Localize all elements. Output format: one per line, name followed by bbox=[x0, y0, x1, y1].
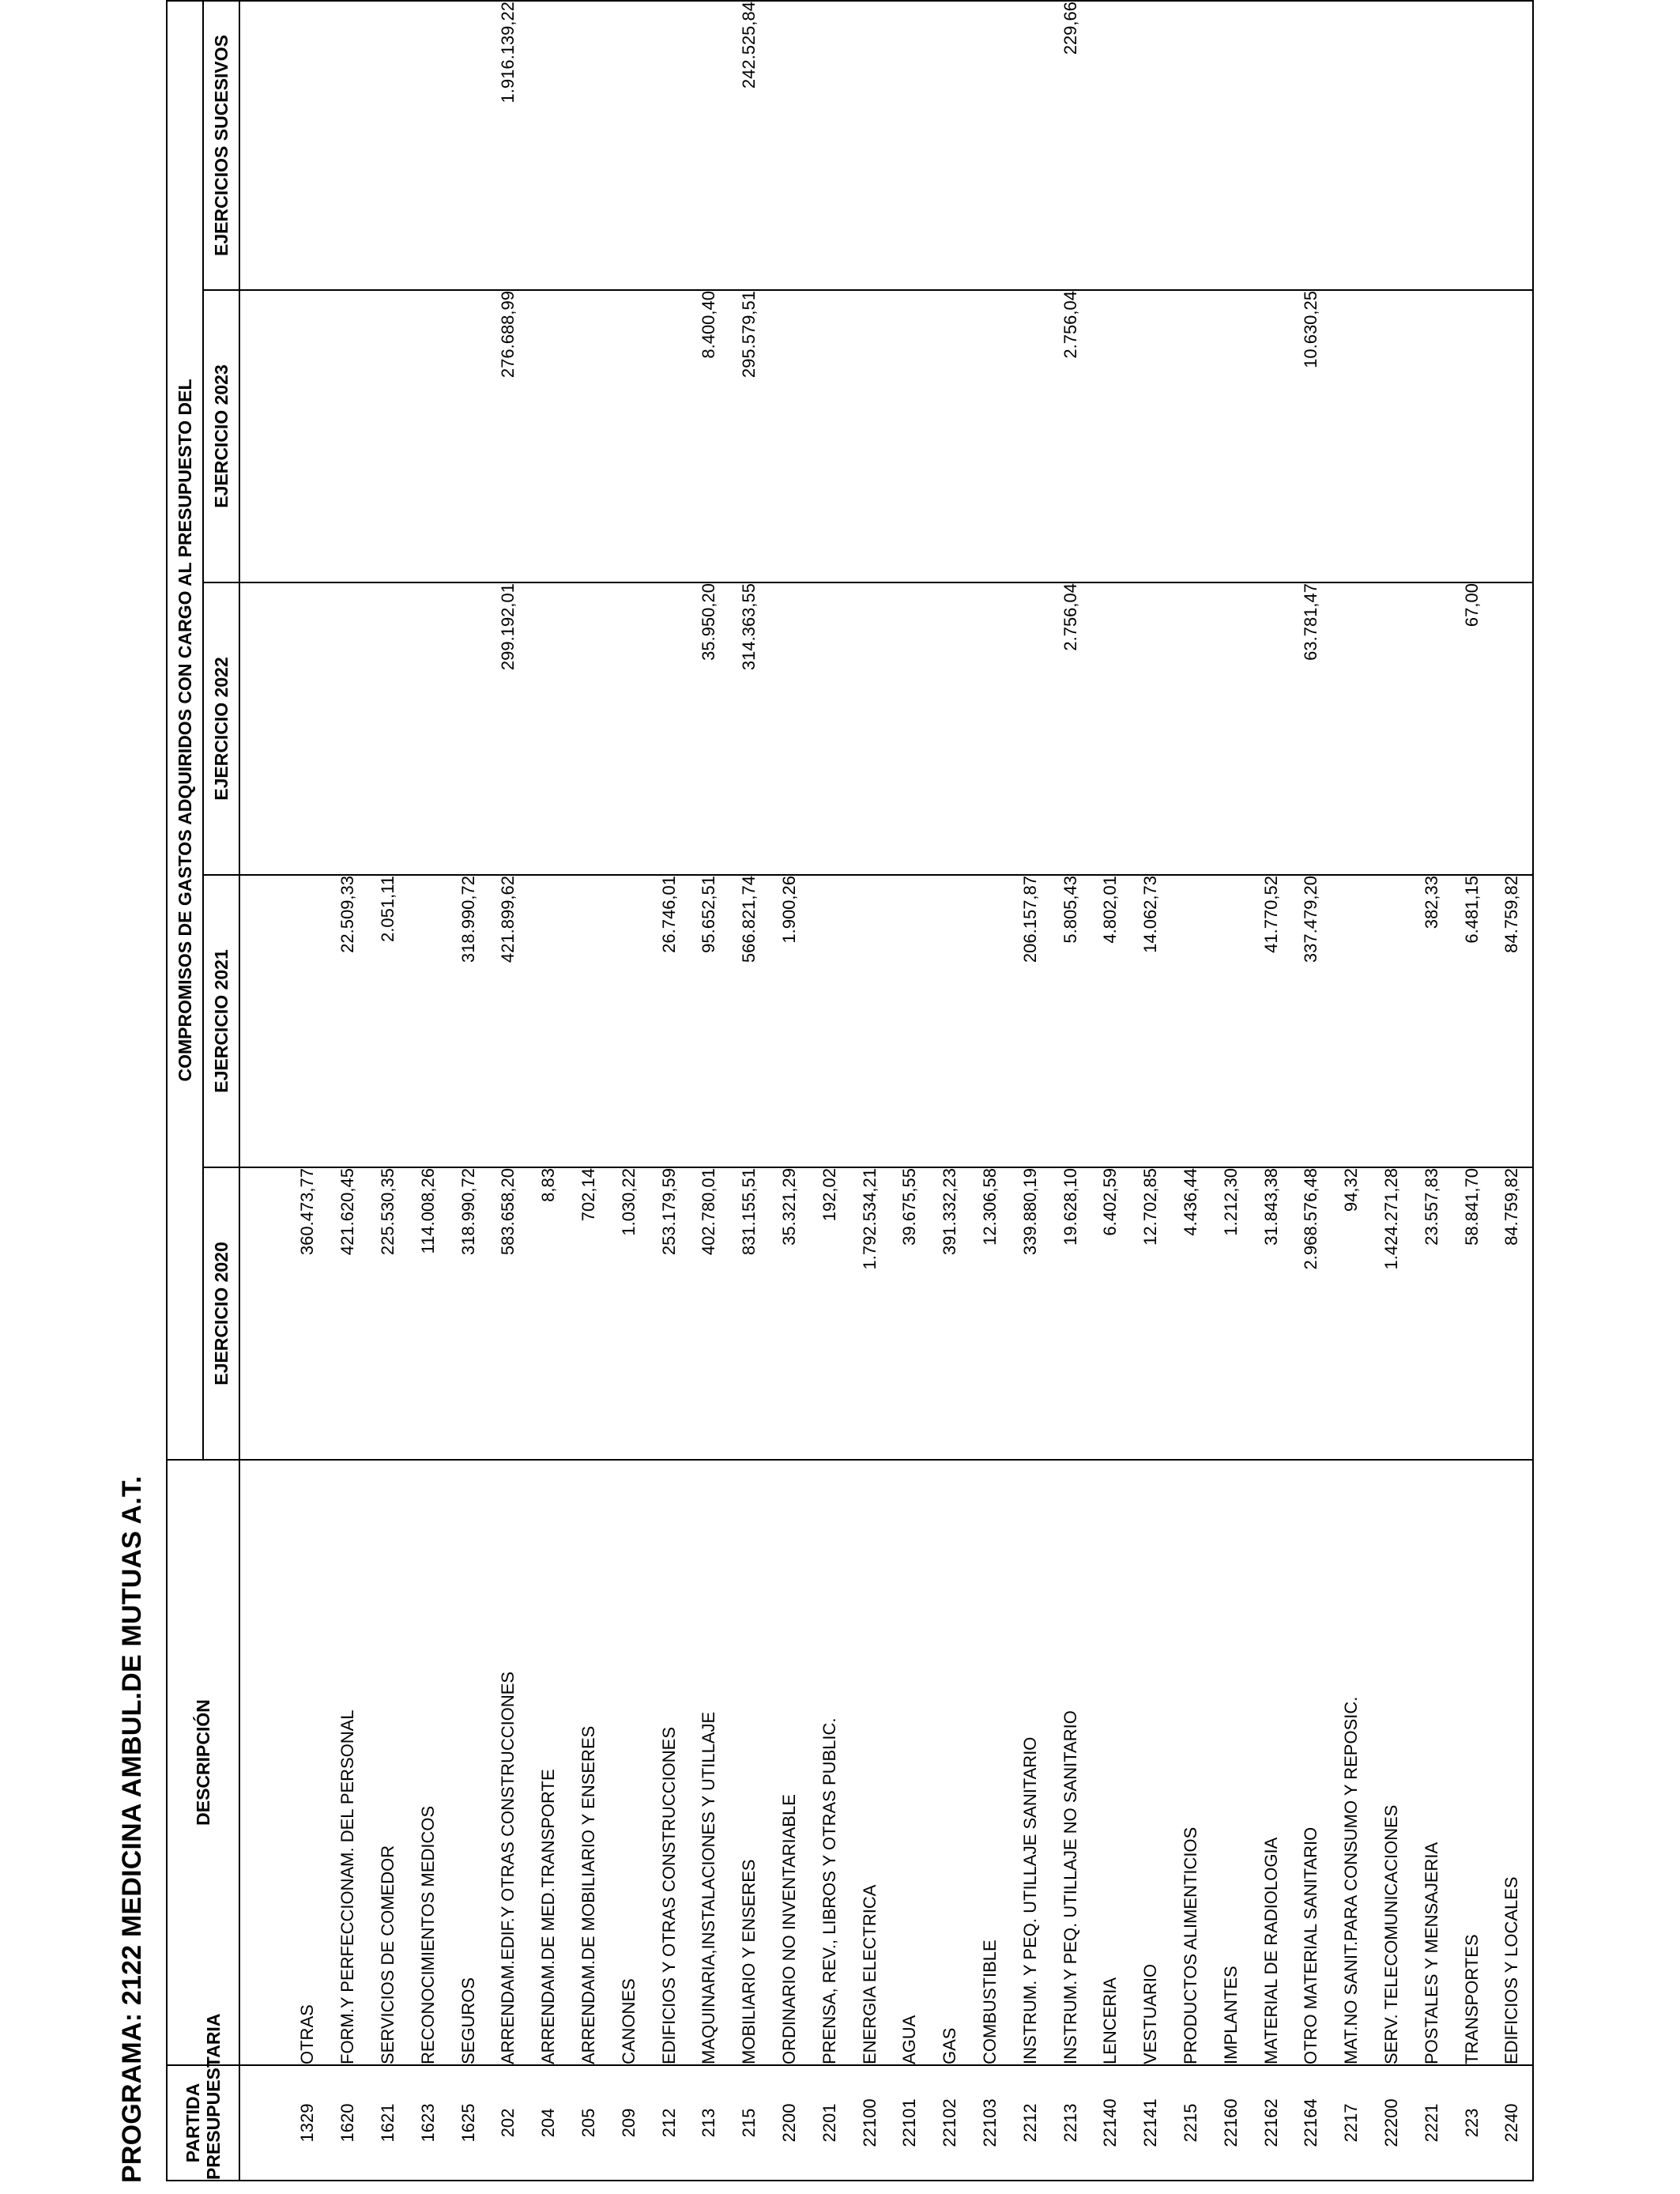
table-row bbox=[529, 1, 569, 2181]
ejercicio-2020-cell: 39.675,55 bbox=[890, 1167, 930, 1460]
ejercicio-2020-cell: 1.792.534,21 bbox=[849, 1167, 890, 1460]
ejercicio-2021-cell: 206.157,87 bbox=[1010, 875, 1050, 1167]
ejercicio-2021-cell bbox=[239, 875, 328, 1167]
descripcion-cell: IMPLANTES bbox=[1211, 1460, 1251, 2065]
table-row bbox=[930, 1, 970, 2181]
ejercicio-2022-cell: 67,00 bbox=[1452, 582, 1492, 875]
ejercicio-2022-cell: 63.781,47 bbox=[1291, 582, 1332, 875]
ejercicio-2022-cell bbox=[239, 582, 328, 875]
ejercicios-sucesivos-cell bbox=[689, 1, 729, 290]
table-row bbox=[689, 1, 729, 2181]
ejercicio-2023-cell: 295.579,51 bbox=[729, 290, 770, 582]
partida-cell: 1623 bbox=[408, 2065, 448, 2181]
ejercicio-2022-cell bbox=[529, 582, 569, 875]
descripcion-cell: COMBUSTIBLE bbox=[970, 1460, 1011, 2065]
partida-cell: 2215 bbox=[1171, 2065, 1211, 2181]
ejercicios-sucesivos-cell bbox=[930, 1, 970, 290]
ejercicio-2022-cell bbox=[1171, 582, 1211, 875]
ejercicio-2021-cell bbox=[1332, 875, 1372, 1167]
descripcion-cell: VESTUARIO bbox=[1131, 1460, 1171, 2065]
ejercicio-2020-cell: 8,83 bbox=[529, 1167, 569, 1460]
ejercicio-2021-cell: 382,33 bbox=[1411, 875, 1452, 1167]
table-row bbox=[408, 1, 448, 2181]
ejercicio-2022-cell bbox=[890, 582, 930, 875]
partida-cell: 2221 bbox=[1411, 2065, 1452, 2181]
ejercicio-2020-cell: 1.030,22 bbox=[608, 1167, 649, 1460]
ejercicios-sucesivos-cell bbox=[1010, 1, 1050, 290]
ejercicio-2022-cell: 314.363,55 bbox=[729, 582, 770, 875]
table-row bbox=[729, 1, 770, 2181]
partida-cell: 22101 bbox=[890, 2065, 930, 2181]
ejercicio-2022-cell bbox=[970, 582, 1011, 875]
partida-cell: 22200 bbox=[1372, 2065, 1412, 2181]
ejercicios-sucesivos-cell bbox=[569, 1, 609, 290]
descripcion-cell: ARRENDAM.DE MOBILIARIO Y ENSERES bbox=[569, 1460, 609, 2065]
descripcion-cell: EDIFICIOS Y LOCALES bbox=[1492, 1460, 1533, 2065]
ejercicio-2023-cell: 10.630,25 bbox=[1291, 290, 1332, 582]
ejercicio-2021-cell bbox=[1211, 875, 1251, 1167]
ejercicio-2020-cell: 6.402,59 bbox=[1090, 1167, 1131, 1460]
ejercicio-2021-cell: 22.509,33 bbox=[328, 875, 368, 1167]
partida-cell: 2212 bbox=[1010, 2065, 1050, 2181]
ejercicio-2022-cell bbox=[1332, 582, 1372, 875]
partida-cell: 22102 bbox=[930, 2065, 970, 2181]
ejercicio-2021-cell bbox=[930, 875, 970, 1167]
page-title: PROGRAMA: 2122 MEDICINA AMBUL.DE MUTUAS A.T. bbox=[117, 1476, 147, 2183]
ejercicio-2023-cell bbox=[970, 290, 1011, 582]
ejercicio-2021-cell: 5.805,43 bbox=[1050, 875, 1090, 1167]
ejercicio-2020-cell: 1.212,30 bbox=[1211, 1167, 1251, 1460]
descripcion-cell: OTRO MATERIAL SANITARIO bbox=[1291, 1460, 1332, 2065]
ejercicio-2020-cell: 19.628,10 bbox=[1050, 1167, 1090, 1460]
ejercicios-sucesivos-cell bbox=[1171, 1, 1211, 290]
table-row bbox=[488, 1, 529, 2181]
ejercicios-sucesivos-cell bbox=[368, 1, 409, 290]
table-row bbox=[1010, 1, 1050, 2181]
ejercicios-sucesivos-cell bbox=[239, 1, 328, 290]
table-row bbox=[1171, 1, 1211, 2181]
partida-cell: 2213 bbox=[1050, 2065, 1090, 2181]
ejercicios-sucesivos-cell bbox=[1372, 1, 1412, 290]
ejercicio-2021-cell: 6.481,15 bbox=[1452, 875, 1492, 1167]
descripcion-cell: ENERGIA ELECTRICA bbox=[849, 1460, 890, 2065]
ejercicio-2023-cell bbox=[1372, 290, 1412, 582]
descripcion-cell: MAQUINARIA,INSTALACIONES Y UTILLAJE bbox=[689, 1460, 729, 2065]
partida-cell: 202 bbox=[488, 2065, 529, 2181]
partida-cell: 223 bbox=[1452, 2065, 1492, 2181]
header-ejercicio-2022: EJERCICIO 2022 bbox=[203, 582, 239, 875]
ejercicio-2021-cell bbox=[890, 875, 930, 1167]
descripcion-cell: MATERIAL DE RADIOLOGIA bbox=[1251, 1460, 1291, 2065]
descripcion-cell: ARRENDAM.EDIF.Y OTRAS CONSTRUCCIONES bbox=[488, 1460, 529, 2065]
ejercicio-2023-cell: 276.688,99 bbox=[488, 290, 529, 582]
ejercicio-2023-cell bbox=[1131, 290, 1171, 582]
partida-cell: 2201 bbox=[809, 2065, 849, 2181]
ejercicio-2020-cell: 114.008,26 bbox=[408, 1167, 448, 1460]
ejercicio-2021-cell: 2.051,11 bbox=[368, 875, 409, 1167]
descripcion-cell: POSTALES Y MENSAJERIA bbox=[1411, 1460, 1452, 2065]
ejercicio-2021-cell: 26.746,01 bbox=[649, 875, 689, 1167]
ejercicios-sucesivos-cell bbox=[890, 1, 930, 290]
descripcion-cell: INSTRUM. Y PEQ. UTILLAJE SANITARIO bbox=[1010, 1460, 1050, 2065]
descripcion-cell: MAT.NO SANIT.PARA CONSUMO Y REPOSIC. bbox=[1332, 1460, 1372, 2065]
descripcion-cell: GAS bbox=[930, 1460, 970, 2065]
table-row bbox=[890, 1, 930, 2181]
ejercicio-2023-cell bbox=[529, 290, 569, 582]
ejercicio-2021-cell bbox=[809, 875, 849, 1167]
ejercicio-2021-cell: 337.479,20 bbox=[1291, 875, 1332, 1167]
descripcion-cell: AGUA bbox=[890, 1460, 930, 2065]
table-row bbox=[809, 1, 849, 2181]
ejercicios-sucesivos-cell bbox=[1411, 1, 1452, 290]
ejercicio-2022-cell bbox=[770, 582, 810, 875]
partida-cell: 2217 bbox=[1332, 2065, 1372, 2181]
ejercicio-2020-cell: 583.658,20 bbox=[488, 1167, 529, 1460]
descripcion-cell: TRANSPORTES bbox=[1452, 1460, 1492, 2065]
ejercicio-2023-cell bbox=[649, 290, 689, 582]
ejercicios-sucesivos-cell bbox=[448, 1, 488, 290]
header-ejercicio-2023: EJERCICIO 2023 bbox=[203, 290, 239, 582]
ejercicios-sucesivos-cell bbox=[1452, 1, 1492, 290]
ejercicio-2020-cell: 35.321,29 bbox=[770, 1167, 810, 1460]
table-row bbox=[1332, 1, 1372, 2181]
table-row bbox=[239, 1, 328, 2181]
ejercicios-sucesivos-cell bbox=[849, 1, 890, 290]
ejercicio-2020-cell: 253.179,59 bbox=[649, 1167, 689, 1460]
descripcion-cell: MOBILIARIO Y ENSERES bbox=[729, 1460, 770, 2065]
ejercicio-2023-cell bbox=[1010, 290, 1050, 582]
ejercicio-2021-cell: 318.990,72 bbox=[448, 875, 488, 1167]
ejercicio-2020-cell: 192,02 bbox=[809, 1167, 849, 1460]
ejercicio-2023-cell bbox=[1171, 290, 1211, 582]
table-row bbox=[770, 1, 810, 2181]
ejercicios-sucesivos-cell bbox=[1291, 1, 1332, 290]
ejercicio-2022-cell bbox=[1211, 582, 1251, 875]
ejercicio-2023-cell bbox=[890, 290, 930, 582]
ejercicio-2020-cell: 84.759,82 bbox=[1492, 1167, 1533, 1460]
ejercicio-2020-cell: 31.843,38 bbox=[1251, 1167, 1291, 1460]
ejercicio-2023-cell bbox=[930, 290, 970, 582]
table-row bbox=[1131, 1, 1171, 2181]
partida-cell: 1329 bbox=[239, 2065, 328, 2181]
budget-table bbox=[166, 0, 1534, 2181]
partida-cell: 204 bbox=[529, 2065, 569, 2181]
ejercicio-2022-cell bbox=[849, 582, 890, 875]
ejercicio-2022-cell bbox=[448, 582, 488, 875]
ejercicio-2023-cell bbox=[608, 290, 649, 582]
ejercicio-2023-cell bbox=[809, 290, 849, 582]
partida-cell: 22100 bbox=[849, 2065, 890, 2181]
ejercicio-2022-cell bbox=[649, 582, 689, 875]
ejercicio-2023-cell bbox=[328, 290, 368, 582]
ejercicio-2023-cell bbox=[239, 290, 328, 582]
header-ejercicio-2020: EJERCICIO 2020 bbox=[203, 1167, 239, 1460]
ejercicio-2022-cell bbox=[1131, 582, 1171, 875]
ejercicios-sucesivos-cell: 242.525,84 bbox=[729, 1, 770, 290]
partida-cell: 2240 bbox=[1492, 2065, 1533, 2181]
ejercicio-2020-cell: 831.155,51 bbox=[729, 1167, 770, 1460]
ejercicio-2020-cell: 225.530,35 bbox=[368, 1167, 409, 1460]
ejercicio-2022-cell: 299.192,01 bbox=[488, 582, 529, 875]
table-row bbox=[1090, 1, 1131, 2181]
descripcion-cell: FORM.Y PERFECCIONAM. DEL PERSONAL bbox=[328, 1460, 368, 2065]
ejercicio-2023-cell: 2.756,04 bbox=[1050, 290, 1090, 582]
ejercicio-2021-cell bbox=[1372, 875, 1412, 1167]
ejercicios-sucesivos-cell bbox=[970, 1, 1011, 290]
ejercicio-2023-cell bbox=[448, 290, 488, 582]
ejercicio-2021-cell bbox=[569, 875, 609, 1167]
ejercicio-2020-cell: 94,32 bbox=[1332, 1167, 1372, 1460]
ejercicio-2023-cell bbox=[1251, 290, 1291, 582]
ejercicios-sucesivos-cell bbox=[809, 1, 849, 290]
ejercicios-sucesivos-cell bbox=[328, 1, 368, 290]
table-row bbox=[1251, 1, 1291, 2181]
table-row bbox=[608, 1, 649, 2181]
table-row bbox=[368, 1, 409, 2181]
partida-cell: 22141 bbox=[1131, 2065, 1171, 2181]
ejercicio-2023-cell bbox=[408, 290, 448, 582]
partida-cell: 212 bbox=[649, 2065, 689, 2181]
ejercicio-2022-cell: 35.950,20 bbox=[689, 582, 729, 875]
table-row bbox=[1492, 1, 1533, 2181]
ejercicio-2021-cell: 4.802,01 bbox=[1090, 875, 1131, 1167]
ejercicio-2021-cell: 84.759,82 bbox=[1492, 875, 1533, 1167]
ejercicio-2020-cell: 339.880,19 bbox=[1010, 1167, 1050, 1460]
ejercicios-sucesivos-cell bbox=[529, 1, 569, 290]
descripcion-cell: CANONES bbox=[608, 1460, 649, 2065]
ejercicio-2021-cell: 421.899,62 bbox=[488, 875, 529, 1167]
table-row bbox=[569, 1, 609, 2181]
ejercicio-2020-cell: 12.702,85 bbox=[1131, 1167, 1171, 1460]
ejercicio-2021-cell bbox=[408, 875, 448, 1167]
partida-cell: 22103 bbox=[970, 2065, 1011, 2181]
ejercicio-2020-cell: 391.332,23 bbox=[930, 1167, 970, 1460]
descripcion-cell: ARRENDAM.DE MED.TRANSPORTE bbox=[529, 1460, 569, 2065]
ejercicio-2021-cell bbox=[608, 875, 649, 1167]
header-ejercicios-sucesivos: EJERCICIOS SUCESIVOS bbox=[203, 1, 239, 290]
partida-cell: 215 bbox=[729, 2065, 770, 2181]
ejercicios-sucesivos-cell: 229,66 bbox=[1050, 1, 1090, 290]
table-row bbox=[448, 1, 488, 2181]
ejercicios-sucesivos-cell bbox=[408, 1, 448, 290]
ejercicio-2020-cell: 421.620,45 bbox=[328, 1167, 368, 1460]
table-row bbox=[649, 1, 689, 2181]
ejercicio-2021-cell: 1.900,26 bbox=[770, 875, 810, 1167]
ejercicios-sucesivos-cell bbox=[770, 1, 810, 290]
descripcion-cell: EDIFICIOS Y OTRAS CONSTRUCCIONES bbox=[649, 1460, 689, 2065]
ejercicio-2020-cell: 2.968.576,48 bbox=[1291, 1167, 1332, 1460]
ejercicios-sucesivos-cell bbox=[1251, 1, 1291, 290]
header-ejercicio-2021: EJERCICIO 2021 bbox=[203, 875, 239, 1167]
descripcion-cell: PRENSA, REV., LIBROS Y OTRAS PUBLIC. bbox=[809, 1460, 849, 2065]
ejercicio-2022-cell bbox=[569, 582, 609, 875]
ejercicio-2023-cell bbox=[368, 290, 409, 582]
table-row bbox=[1372, 1, 1412, 2181]
ejercicio-2022-cell bbox=[608, 582, 649, 875]
table-row bbox=[1211, 1, 1251, 2181]
header-compromisos: COMPROMISOS DE GASTOS ADQUIRIDOS CON CARGO AL PRESUPUESTO DEL bbox=[167, 1, 203, 1460]
ejercicio-2020-cell: 4.436,44 bbox=[1171, 1167, 1211, 1460]
ejercicio-2021-cell: 14.062,73 bbox=[1131, 875, 1171, 1167]
descripcion-cell: INSTRUM.Y PEQ. UTILLAJE NO SANITARIO bbox=[1050, 1460, 1090, 2065]
partida-cell: 1625 bbox=[448, 2065, 488, 2181]
ejercicio-2022-cell: 2.756,04 bbox=[1050, 582, 1090, 875]
ejercicio-2020-cell: 12.306,58 bbox=[970, 1167, 1011, 1460]
ejercicios-sucesivos-cell bbox=[1492, 1, 1533, 290]
descripcion-cell: SERVICIOS DE COMEDOR bbox=[368, 1460, 409, 2065]
ejercicio-2020-cell: 58.841,70 bbox=[1452, 1167, 1492, 1460]
ejercicio-2022-cell bbox=[1411, 582, 1452, 875]
descripcion-cell: ORDINARIO NO INVENTARIABLE bbox=[770, 1460, 810, 2065]
descripcion-cell: OTRAS bbox=[239, 1460, 328, 2065]
ejercicio-2021-cell: 566.821,74 bbox=[729, 875, 770, 1167]
header-partida: PARTIDA PRESUPUESTARIA bbox=[167, 2065, 239, 2181]
ejercicio-2023-cell bbox=[569, 290, 609, 582]
ejercicio-2022-cell bbox=[328, 582, 368, 875]
ejercicio-2023-cell bbox=[1452, 290, 1492, 582]
ejercicio-2021-cell: 95.652,51 bbox=[689, 875, 729, 1167]
ejercicio-2021-cell bbox=[849, 875, 890, 1167]
descripcion-cell: PRODUCTOS ALIMENTICIOS bbox=[1171, 1460, 1211, 2065]
ejercicio-2022-cell bbox=[1090, 582, 1131, 875]
ejercicio-2022-cell bbox=[368, 582, 409, 875]
partida-cell: 22164 bbox=[1291, 2065, 1332, 2181]
ejercicio-2021-cell bbox=[970, 875, 1011, 1167]
partida-cell: 205 bbox=[569, 2065, 609, 2181]
ejercicio-2023-cell bbox=[1332, 290, 1372, 582]
ejercicio-2020-cell: 402.780,01 bbox=[689, 1167, 729, 1460]
ejercicio-2020-cell: 23.557,83 bbox=[1411, 1167, 1452, 1460]
ejercicio-2022-cell bbox=[408, 582, 448, 875]
table-row bbox=[1050, 1, 1090, 2181]
ejercicios-sucesivos-cell bbox=[1131, 1, 1171, 290]
descripcion-cell: SERV. TELECOMUNICACIONES bbox=[1372, 1460, 1412, 2065]
partida-cell: 1620 bbox=[328, 2065, 368, 2181]
ejercicio-2022-cell bbox=[1492, 582, 1533, 875]
table-row bbox=[849, 1, 890, 2181]
ejercicio-2021-cell bbox=[529, 875, 569, 1167]
ejercicio-2022-cell bbox=[1251, 582, 1291, 875]
table-row bbox=[1411, 1, 1452, 2181]
ejercicio-2022-cell bbox=[1010, 582, 1050, 875]
table-row bbox=[1452, 1, 1492, 2181]
ejercicio-2022-cell bbox=[930, 582, 970, 875]
table-row bbox=[1291, 1, 1332, 2181]
ejercicio-2022-cell bbox=[1372, 582, 1412, 875]
ejercicios-sucesivos-cell bbox=[1332, 1, 1372, 290]
budget-table-body bbox=[239, 1, 1533, 2181]
ejercicio-2023-cell bbox=[1090, 290, 1131, 582]
partida-cell: 1621 bbox=[368, 2065, 409, 2181]
ejercicio-2020-cell: 360.473,77 bbox=[239, 1167, 328, 1460]
ejercicio-2020-cell: 702,14 bbox=[569, 1167, 609, 1460]
ejercicio-2023-cell bbox=[1411, 290, 1452, 582]
ejercicio-2020-cell: 1.424.271,28 bbox=[1372, 1167, 1412, 1460]
ejercicio-2023-cell bbox=[1211, 290, 1251, 582]
ejercicio-2023-cell bbox=[1492, 290, 1533, 582]
descripcion-cell: RECONOCIMIENTOS MEDICOS bbox=[408, 1460, 448, 2065]
descripcion-cell: LENCERIA bbox=[1090, 1460, 1131, 2065]
ejercicio-2021-cell bbox=[1171, 875, 1211, 1167]
ejercicio-2023-cell: 8.400,40 bbox=[689, 290, 729, 582]
ejercicio-2023-cell bbox=[849, 290, 890, 582]
ejercicio-2021-cell: 41.770,52 bbox=[1251, 875, 1291, 1167]
ejercicios-sucesivos-cell bbox=[649, 1, 689, 290]
partida-cell: 22162 bbox=[1251, 2065, 1291, 2181]
partida-cell: 209 bbox=[608, 2065, 649, 2181]
ejercicio-2020-cell: 318.990,72 bbox=[448, 1167, 488, 1460]
ejercicios-sucesivos-cell bbox=[1211, 1, 1251, 290]
descripcion-cell: SEGUROS bbox=[448, 1460, 488, 2065]
ejercicios-sucesivos-cell bbox=[608, 1, 649, 290]
partida-cell: 2200 bbox=[770, 2065, 810, 2181]
table-row bbox=[328, 1, 368, 2181]
header-descripcion: DESCRIPCIÓN bbox=[167, 1460, 239, 2065]
ejercicios-sucesivos-cell bbox=[1090, 1, 1131, 290]
partida-cell: 213 bbox=[689, 2065, 729, 2181]
ejercicio-2023-cell bbox=[770, 290, 810, 582]
table-row bbox=[970, 1, 1011, 2181]
partida-cell: 22140 bbox=[1090, 2065, 1131, 2181]
ejercicios-sucesivos-cell: 1.916.139,22 bbox=[488, 1, 529, 290]
partida-cell: 22160 bbox=[1211, 2065, 1251, 2181]
ejercicio-2022-cell bbox=[809, 582, 849, 875]
